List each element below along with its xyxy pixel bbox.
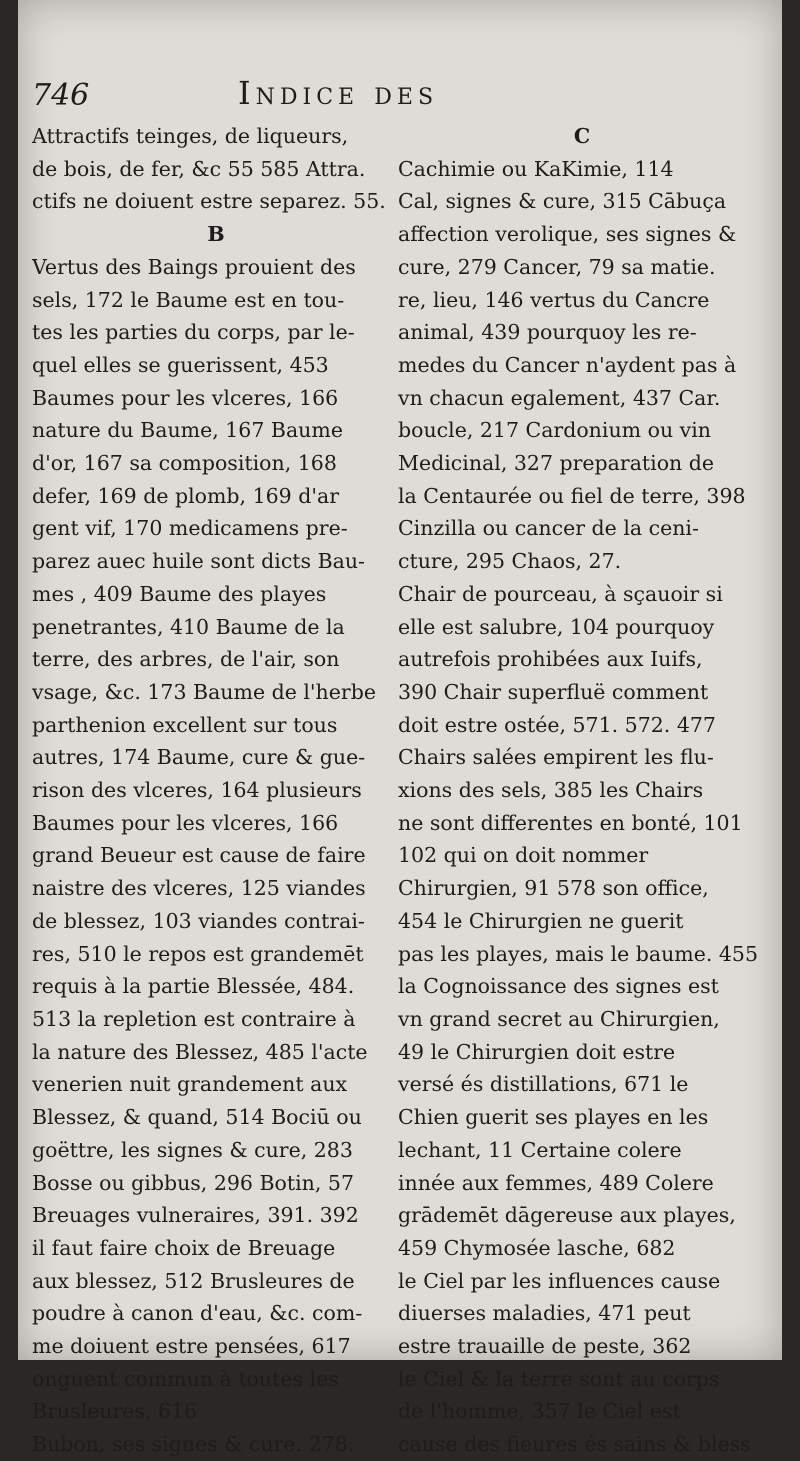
- index-line: Baumes pour les vlceres, 166: [32, 810, 339, 835]
- index-line: poudre à canon d'eau, &c. com-: [32, 1301, 363, 1326]
- index-line: Cachimie ou KaKimie, 114: [398, 156, 674, 181]
- index-line: ne sont differentes en bonté, 101: [398, 810, 743, 835]
- page-number: 746: [32, 78, 90, 113]
- index-line: Chair de pourceau, à sçauoir si: [398, 581, 723, 606]
- index-line: gent vif, 170 medicamens pre-: [32, 516, 348, 541]
- left-column: [32, 120, 400, 1461]
- index-line: lechant, 11 Certaine colere: [398, 1137, 682, 1162]
- index-line: elle est salubre, 104 pourquoy: [398, 614, 715, 639]
- index-line: pas les playes, mais le baume. 455: [398, 941, 759, 966]
- index-line: Chien guerit ses playes en les: [398, 1105, 709, 1130]
- index-line: autres, 174 Baume, cure & gue-: [32, 745, 366, 770]
- index-line: Blessez, & quand, 514 Bociū ou: [32, 1105, 362, 1130]
- index-line: quel elles se guerissent, 453: [32, 352, 329, 377]
- index-line: le Ciel par les influences cause: [398, 1268, 721, 1293]
- index-line: grādemēt dāgereuse aux playes,: [398, 1203, 736, 1228]
- index-line: Baumes pour les vlceres, 166: [32, 385, 339, 410]
- index-line: estre trauaille de peste, 362: [398, 1334, 692, 1359]
- book-page: [18, 0, 782, 1457]
- index-line: parthenion excellent sur tous: [32, 712, 338, 737]
- index-line: parez auec huile sont dicts Bau-: [32, 549, 365, 574]
- index-line: de blessez, 103 viandes contrai-: [32, 908, 365, 933]
- index-line: Brusleures, 616: [32, 1399, 198, 1424]
- index-line: aux blessez, 512 Brusleures de: [32, 1268, 355, 1293]
- index-line: la Cognoissance des signes est: [398, 974, 719, 999]
- index-line: me doiuent estre pensées, 617: [32, 1334, 351, 1359]
- index-line: boucle, 217 Cardonium ou vin: [398, 418, 712, 443]
- index-line: defer, 169 de plomb, 169 d'ar: [32, 483, 340, 508]
- index-line: Bosse ou gibbus, 296 Botin, 57: [32, 1170, 355, 1195]
- index-line: Chirurgien, 91 578 son office,: [398, 876, 709, 901]
- index-line: Vertus des Baings prouient des: [32, 254, 356, 279]
- index-line: xions des sels, 385 les Chairs: [398, 778, 704, 803]
- index-line: versé és distillations, 671 le: [398, 1072, 689, 1097]
- index-line: Chairs salées empirent les flu-: [398, 745, 714, 770]
- index-line: cture, 295 Chaos, 27.: [398, 549, 622, 574]
- index-line: il faut faire choix de Breuage: [32, 1235, 336, 1260]
- right-column: [398, 120, 766, 1461]
- index-line: 49 le Chirurgien doit estre: [398, 1039, 676, 1064]
- index-line: res, 510 le repos est grandemēt: [32, 941, 364, 966]
- index-line: Medicinal, 327 preparation de: [398, 451, 715, 476]
- index-line: vn chacun egalement, 437 Car.: [398, 385, 721, 410]
- index-line: naistre des vlceres, 125 viandes: [32, 876, 366, 901]
- index-line: innée aux femmes, 489 Colere: [398, 1170, 714, 1195]
- index-line: vn grand secret au Chirurgien,: [398, 1006, 720, 1031]
- index-line: le Ciel & la terre sont au corps: [398, 1366, 720, 1391]
- index-line: ctifs ne doiuent estre separez. 55.: [32, 189, 386, 214]
- index-line: grand Beueur est cause de faire: [32, 843, 366, 868]
- index-line: nature du Baume, 167 Baume: [32, 418, 343, 443]
- index-line: affection verolique, ses signes &: [398, 222, 737, 247]
- section-letter: C: [573, 124, 591, 148]
- running-head: Indice des: [238, 74, 439, 112]
- index-line: Bubon, ses signes & cure. 278.: [32, 1432, 355, 1457]
- index-line: sels, 172 le Baume est en tou-: [32, 287, 345, 312]
- index-line: requis à la partie Blessée, 484.: [32, 974, 355, 999]
- index-line: Attractifs teinges, de liqueurs,: [32, 124, 349, 148]
- index-line: tes les parties du corps, par le-: [32, 320, 355, 345]
- index-line: autrefois prohibées aux Iuifs,: [398, 647, 703, 672]
- index-line: penetrantes, 410 Baume de la: [32, 614, 345, 639]
- index-line: doit estre ostée, 571. 572. 477: [398, 712, 716, 737]
- index-line: de bois, de fer, &c 55 585 Attra.: [32, 156, 366, 181]
- index-line: diuerses maladies, 471 peut: [398, 1301, 691, 1326]
- index-line: 454 le Chirurgien ne guerit: [398, 908, 684, 933]
- index-line: goëttre, les signes & cure, 283: [32, 1137, 353, 1162]
- index-line: onguent commun à toutes les: [32, 1366, 339, 1391]
- index-line: medes du Cancer n'aydent pas à: [398, 352, 737, 377]
- index-line: Cinzilla ou cancer de la ceni-: [398, 516, 699, 541]
- index-line: cause des fieures és sains & bless: [398, 1432, 751, 1457]
- index-line: re, lieu, 146 vertus du Cancre: [398, 287, 710, 312]
- index-line: venerien nuit grandement aux: [32, 1072, 348, 1097]
- index-line: mes , 409 Baume des playes: [32, 581, 327, 606]
- index-line: cure, 279 Cancer, 79 sa matie.: [398, 254, 716, 279]
- index-line: 459 Chymosée lasche, 682: [398, 1235, 676, 1260]
- index-line: de l'homme, 357 le Ciel est: [398, 1399, 681, 1424]
- index-line: vsage, &c. 173 Baume de l'herbe: [32, 679, 376, 704]
- index-line: la Centaurée ou fiel de terre, 398: [398, 483, 746, 508]
- index-line: 513 la repletion est contraire à: [32, 1006, 356, 1031]
- index-line: 390 Chair superfluë comment: [398, 679, 709, 704]
- index-line: Cal, signes & cure, 315 Cābuça: [398, 189, 727, 214]
- index-line: terre, des arbres, de l'air, son: [32, 647, 340, 672]
- index-line: rison des vlceres, 164 plusieurs: [32, 778, 362, 803]
- index-line: d'or, 167 sa composition, 168: [32, 451, 337, 476]
- index-line: animal, 439 pourquoy les re-: [398, 320, 697, 345]
- index-line: la nature des Blessez, 485 l'acte: [32, 1039, 368, 1064]
- index-line: Breuages vulneraires, 391. 392: [32, 1203, 359, 1228]
- section-letter: B: [207, 222, 225, 247]
- index-line: 102 qui on doit nommer: [398, 843, 649, 868]
